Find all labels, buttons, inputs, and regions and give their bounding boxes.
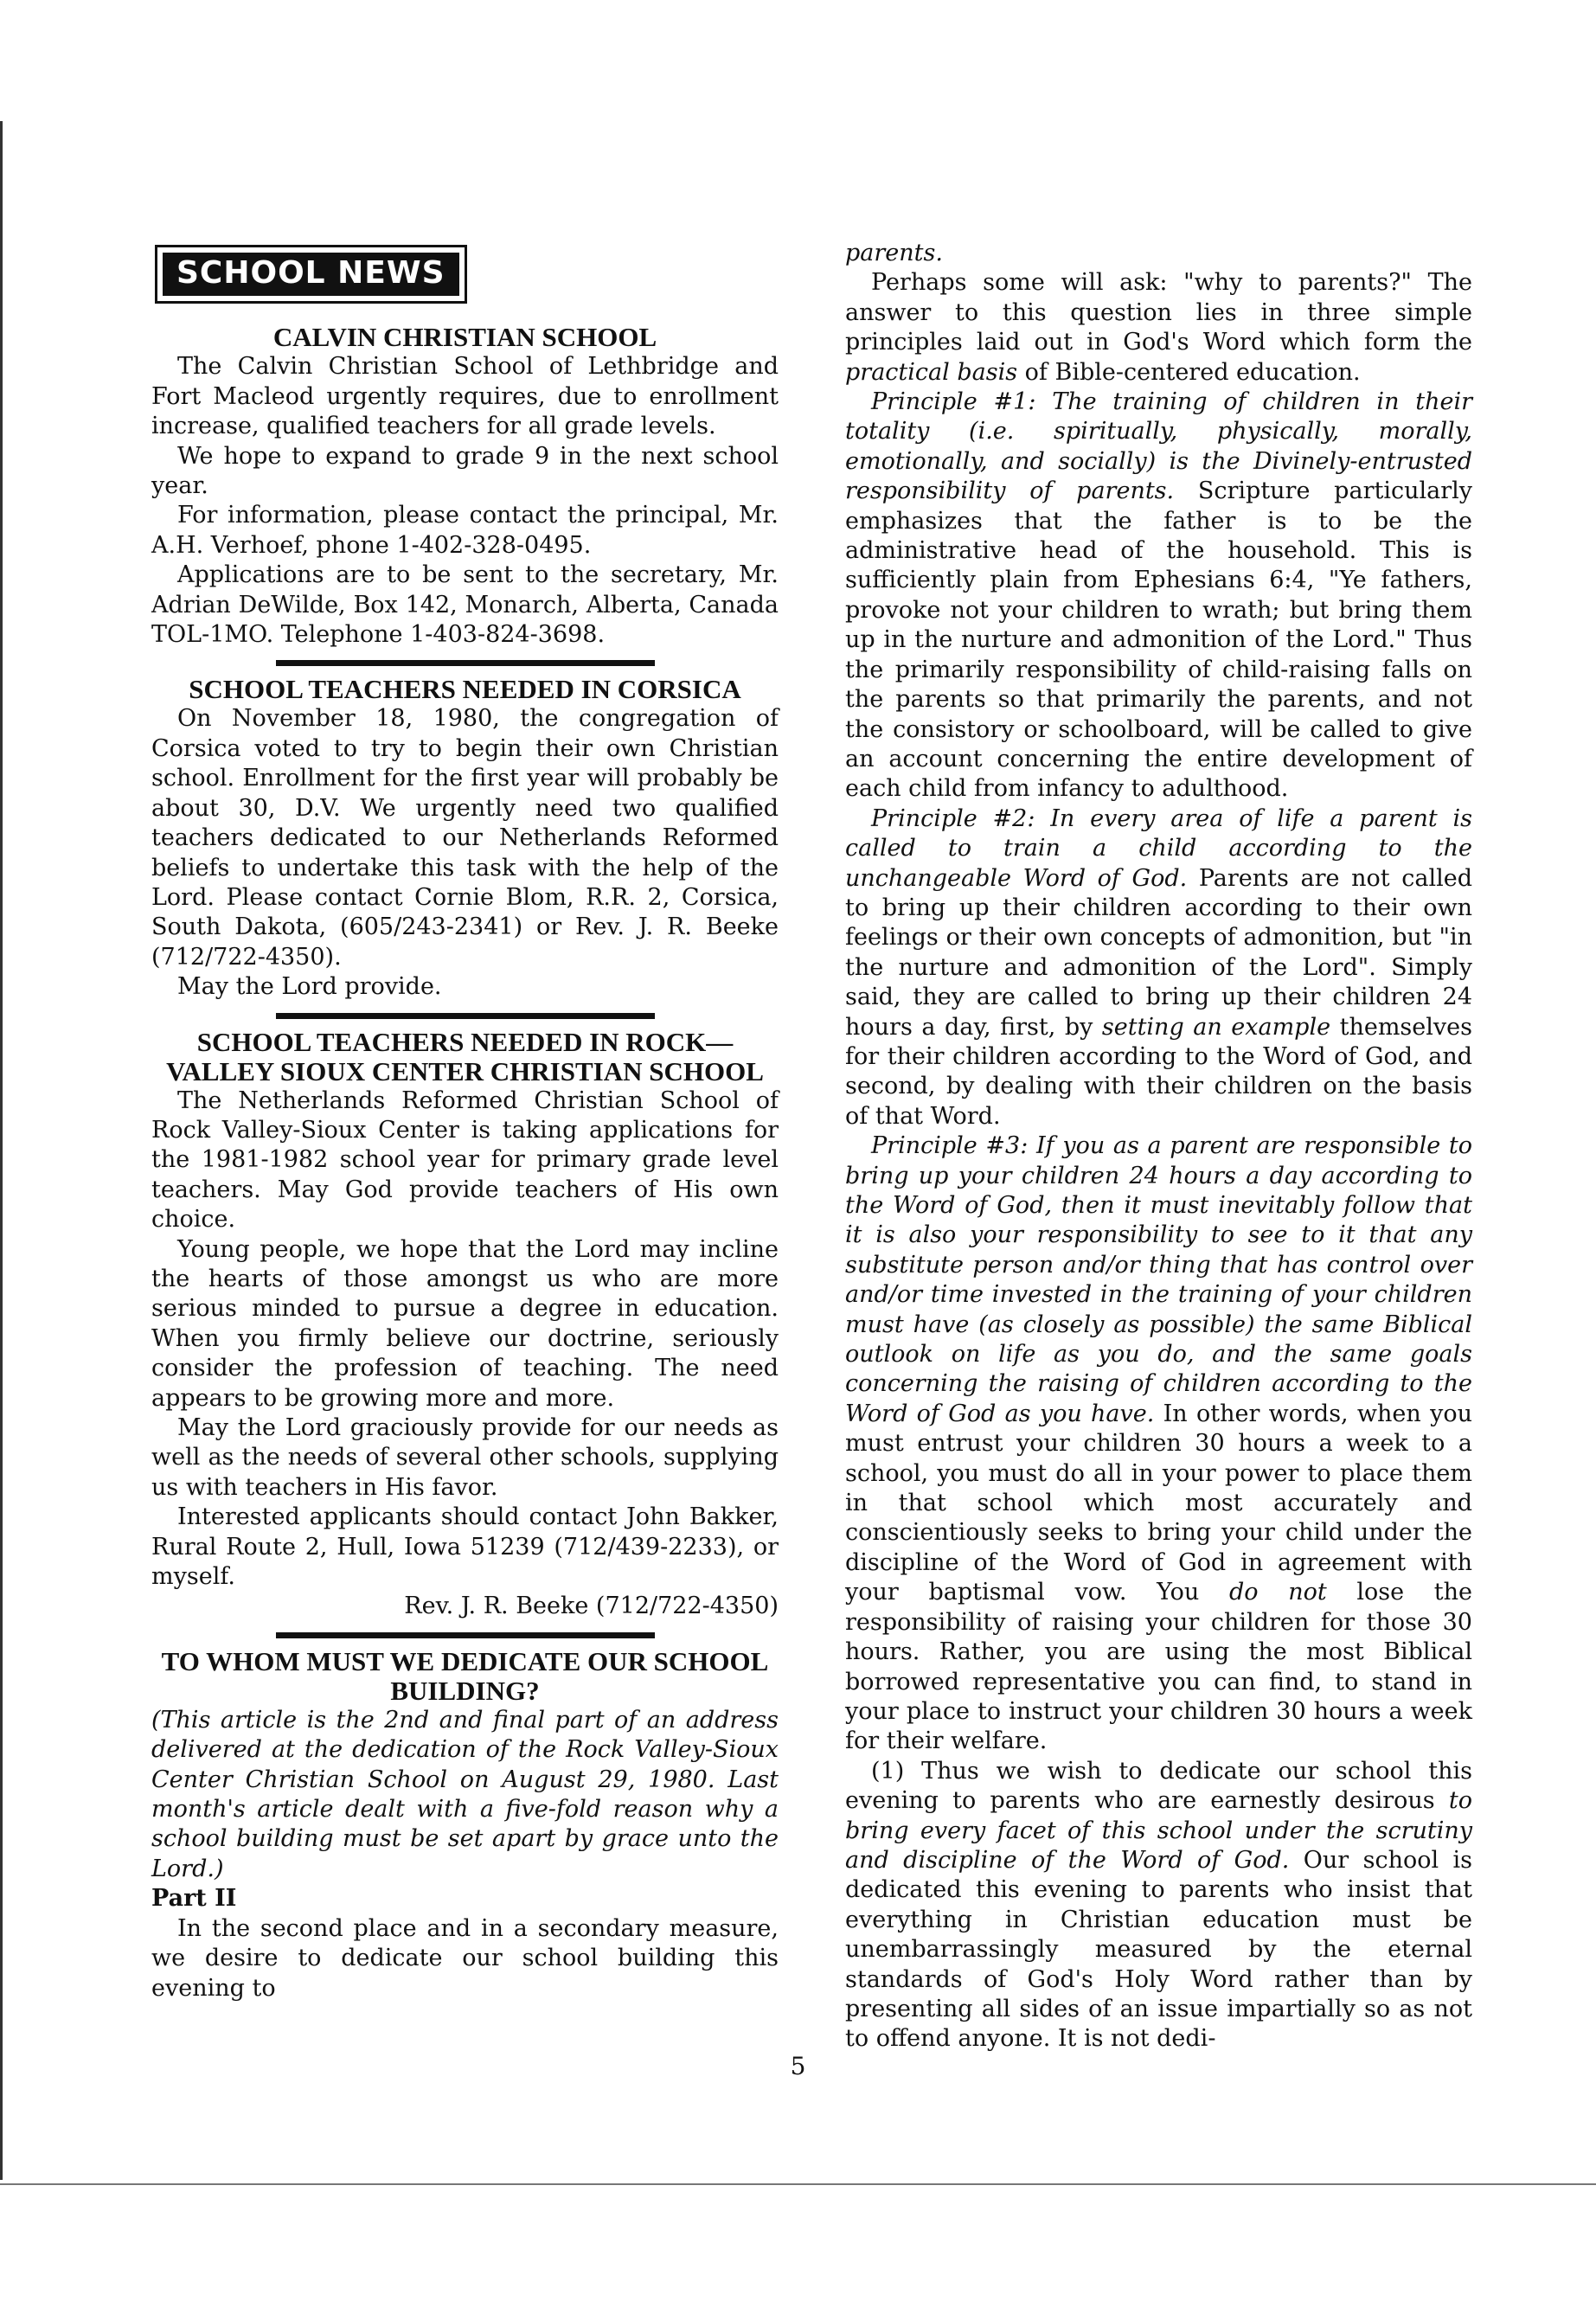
corsica-title: SCHOOL TEACHERS NEEDED IN CORSICA [189, 674, 741, 705]
conclusion-1-text-a: (1) Thus we wish to dedicate our school this evening to parents who are earnestly desirous [845, 1757, 1472, 1815]
dedicate-p2-text: Perhaps some will ask: "why to parents?" The answer to this question lies in three simple principles laid out in God's Word which form the [845, 269, 1472, 356]
section-divider [276, 1013, 655, 1019]
calvin-p2: We hope to expand to grade 9 in the next school year. [151, 442, 779, 500]
part-heading: Part II [151, 1885, 237, 1913]
conclusion-1-em: to bring every facet of this school under the scrutiny and discipline of the Word of God. [845, 1787, 1472, 1874]
dedicate-p1-em: parents. [845, 240, 943, 266]
principle-2-em: setting an example [1101, 1013, 1331, 1041]
principle-2 [845, 804, 1472, 1131]
rockvalley-title: SCHOOL TEACHERS NEEDED IN ROCK— VALLEY SIOUX CENTER CHRISTIAN SCHOOL [166, 1026, 764, 1086]
corsica-p2: May the Lord provide. [177, 973, 442, 1001]
principle-3-heading: Principle #3: If you as a parent are responsible to bring up your children 24 hours a day according to the Word of God, then it must inevitably follow that it is also your responsibility to see to it that any substitute person and/or thing that has control over and/or time invested in the training of your children must have (as closely as possible) the same Biblical outlook on life as you do, and the same goals concerning the raising of children according to the Word of God as you have. [845, 1132, 1472, 1427]
conclusion-1-text-b: Our school is dedicated this evening to parents who insist that everything in Christian education must be unembarrassingly measured by the eternal standards of God's Holy Word rather than by presenting all sides of an issue impartially so as not to offend anyone. It is not dedi- [845, 1846, 1472, 2053]
calvin-p4: Applications are to be sent to the secretary, Mr. Adrian DeWilde, Box 142, Monarch, Alberta, Canada TOL-1MO. Telephone 1-403-824-3698. [151, 561, 779, 649]
principle-2-text-b: themselves for their children according to the Word of God, and second, by dealing with their children on the basis of that Word. [845, 1013, 1472, 1130]
calvin-p3: For information, please contact the principal, Mr. A.H. Verhoef, phone 1-402-328-0495. [151, 502, 779, 559]
principle-1-heading: Principle #1: The training of children in their totality (i.e. spiritually, physically, morally, emotionally, and socially) is the Divinely-entrusted responsibility of parents. [845, 388, 1472, 505]
rockvalley-signature: Rev. J. R. Beeke (712/722-4350) [404, 1593, 779, 1620]
scan-edge-left [0, 121, 3, 2180]
school-news-badge [155, 245, 467, 304]
section-divider [276, 1632, 655, 1638]
section-divider [276, 660, 655, 666]
conclusion-1 [845, 1757, 1472, 2054]
dedicate-title: TO WHOM MUST WE DEDICATE OUR SCHOOL BUILDING? [161, 1645, 769, 1706]
dedicate-intro-text: (This article is the 2nd and final part of an address delivered at the dedication of the Rock Valley-Sioux Center Christian School on August 29, 1980. Last month's article dealt with a five-fold reason why a school building must be set apart by grace unto the Lord.) [151, 1706, 779, 1882]
principle-3 [845, 1131, 1472, 1757]
rockvalley-p2: Young people, we hope that the Lord may incline the hearts of those amongst us who are more serious minded to pursue a degree in education. When you firmly believe our doctrine, seriously consider the profession of teaching. The need appears to be growing more and more. [151, 1235, 779, 1412]
principle-3-text-a: In other words, when you must entrust your children 30 hours a week to a school, you must do all in your power to place them in that school which most accurately and conscientiously seeks to bring your child under the discipline of the Word of God in agreement with your baptismal vow. You [845, 1400, 1472, 1606]
dedicate-p1-continued [845, 239, 1472, 268]
page-number: 5 [790, 2052, 806, 2080]
rockvalley-p1: The Netherlands Reformed Christian School of Rock Valley-Sioux Center is taking applications for the 1981-1982 school year for primary grade level teachers. May God provide teachers of His own choice. [151, 1086, 779, 1234]
principle-1-text: Scripture particularly emphasizes that the father is to be the administrative head of the household. This is sufficiently plain from Ephesians 6:4, "Ye fathers, provoke not your children to wrath; but bring them up in the nurture and admonition of the Lord." Thus the primarily responsibility of child-raising falls on the parents so that primarily the parents, and not the consistory or schoolboard, will be called to give an account concerning the entire development of each child from infancy to adulthood. [845, 478, 1472, 803]
corsica-p1: On November 18, 1980, the congregation of Corsica voted to try to begin their own Christian school. Enrollment for the first year will probably be about 30, D.V. We urgently need two qualified teachers dedicated to our Netherlands Reformed beliefs to undertake this task with the help of the Lord. Please contact Cornie Blom, R.R. 2, Corsica, South Dakota, (605/243-2341) or Rev. J. R. Beeke (712/722-4350). [151, 705, 779, 971]
principle-1 [845, 388, 1472, 804]
rockvalley-p4: Interested applicants should contact John Bakker, Rural Route 2, Hull, Iowa 51239 (712/439-2233), or myself. [151, 1503, 779, 1591]
dedicate-p2 [845, 268, 1472, 388]
rockvalley-p3: May the Lord graciously provide for our needs as well as the needs of several other schools, supplying us with teachers in His favor. [151, 1414, 779, 1501]
principle-2-heading: Principle #2: In every area of life a parent is called to train a child according to the unchangeable Word of God. [845, 804, 1472, 892]
dedicate-p2-em: practical basis [845, 358, 1018, 386]
principle-2-text-a: Parents are not called to bring up their children according to their own feelings or their own concepts of admonition, but "in the nurture and admonition of the Lord". Simply said, they are called to bring up their children 24 hours a day, first, by [845, 864, 1472, 1041]
dedicate-intro [151, 1706, 779, 1884]
left-column [151, 242, 779, 2003]
school-news-label: SCHOOL NEWS [163, 253, 459, 296]
dedicate-p1 [151, 1914, 779, 2003]
scan-edge-bottom [0, 2183, 1596, 2185]
calvin-title: CALVIN CHRISTIAN SCHOOL [272, 322, 657, 353]
principle-3-text-b: lose the responsibility of raising your children for those 30 hours. Rather, you are using the most Biblical borrowed representative you can find, to stand in your place to instruct your children 30 hours a week for their welfare. [845, 1579, 1473, 1755]
principle-3-em: do not [1228, 1579, 1327, 1606]
dedicate-p1-text: In the second place and in a secondary measure, we desire to dedicate our school building this evening to [151, 1914, 779, 2002]
calvin-p1: The Calvin Christian School of Lethbridge and Fort Macleod urgently requires, due to enrollment increase, qualified teachers for all grade levels. [151, 353, 779, 440]
right-column [845, 239, 1472, 2054]
dedicate-p2-end: of Bible-centered education. [1024, 358, 1361, 386]
